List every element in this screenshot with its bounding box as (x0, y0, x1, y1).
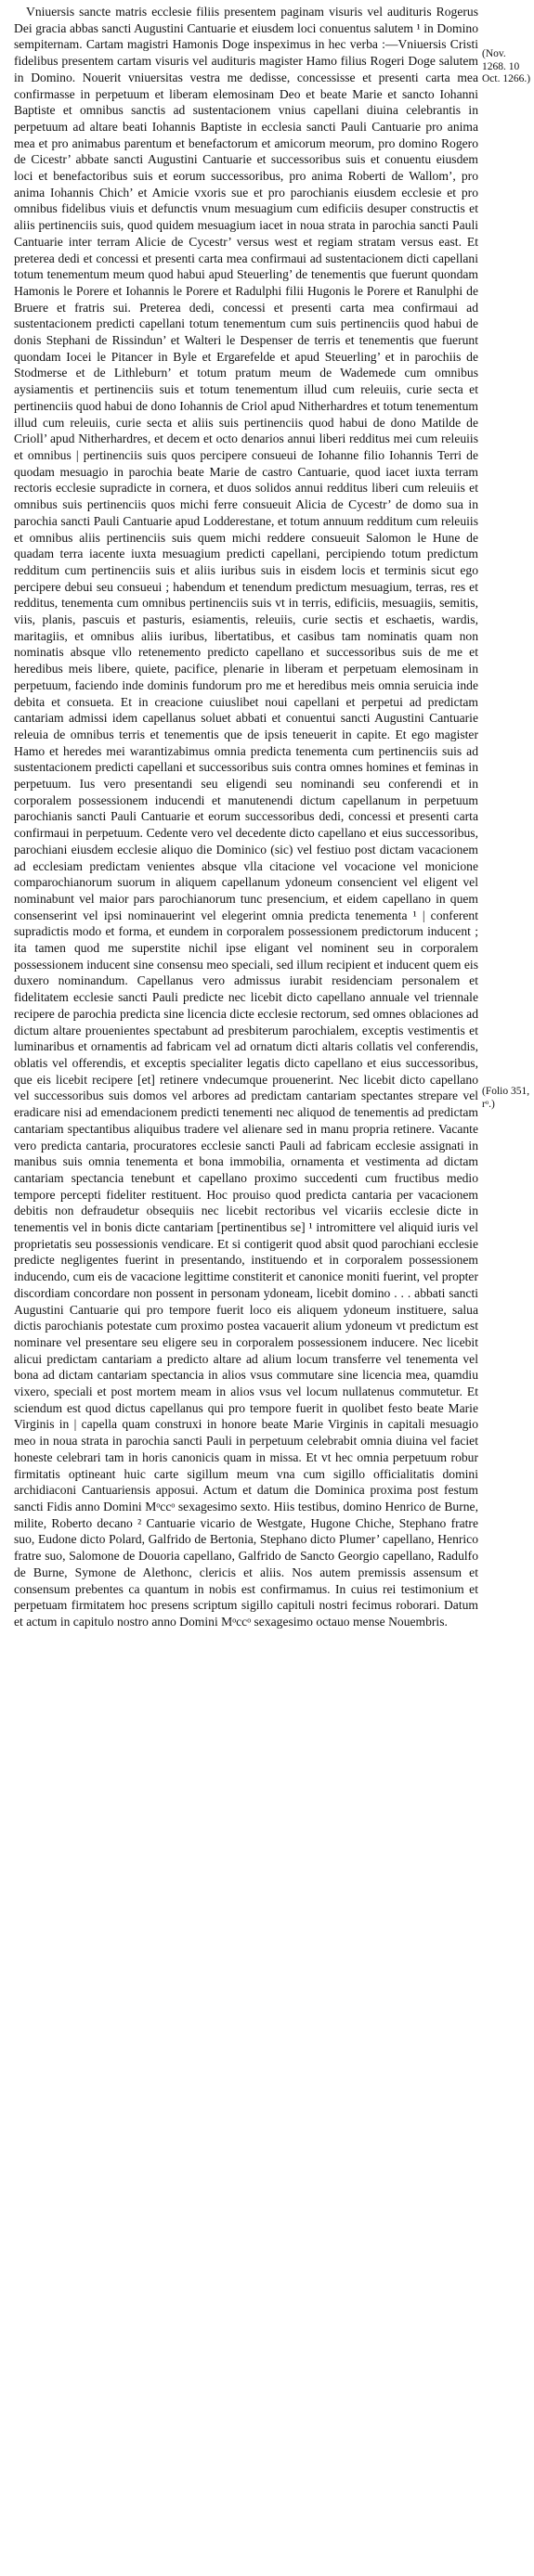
charter-paragraph: Vniuersis sancte matris ecclesie filiis presentem paginam visuris vel audituris Rogerus Dei gracia abbas sancti Augustini Cantuarie et eiusdem loci conuentus salutem ¹ in Domino sempiternam. Cartam magistri Hamonis Doge inspeximus in hec verba :—Vniuersis Cristi fidelibus presentem cartam visuris vel audituris magister Hamo filius Rogeri Doge salutem in Domino. Nouerit vniuersitas vestra me dedisse, concessisse et presenti carta mea confirmasse in perpetuum et liberam elemosinam Deo et beate Marie et sancto Iohanni Baptiste et omnibus sanctis ad sustentacionem vnius capellani diuina celebrantis in perpetuum ad altare beati Iohannis Baptiste in ecclesia sancti Pauli Cantuarie pro anima mea et pro animabus parentum et benefactorum et amicorum meorum, pro domino Rogero de Cicestr’ abbate sancti Augustini Cantuarie et successoribus suis et conuentu eiusdem loci et benefactoribus suis et eorum successoribus, pro anima Roberti de Wallom’, pro anima Iohannis Chich’ et Amicie vxoris sue et pro parochianis eiusdem ecclesie et pro omnibus fidelibus viuis et defunctis vnum mesuagium cum edificiis desuper constructis et aliis pertinenciis suis, quod quidem mesuagium iacet in noua strata in parochia sancti Pauli Cantuarie inter terram Alicie de Cycestr’ versus west et regiam stratam versus east. Et preterea dedi et concessi et presenti carta mea confirmaui ad sustentacionem dicti capellani totum tenementum meum quod habui apud Steuerling’ de tenementis que fuerunt quondam Hamonis le Porere et Iohannis le Porere et Radulphi filii Hugonis le Porere et Ranulphi de Bruere et fratris sui. Preterea dedi, concessi et presenti carta mea confirmaui ad sustentacionem predicti capellani totum tenementum cum suis pertinenciis quod habui de donis Stephani de Rissindun’ et Walteri le Despenser de terris et tenementis que fuerunt quondam Iocei le Pitancer in Byle et Ergarefelde et apud Steuerling’ et in parochiis de Stodmerse et de Lithleburn’ et totum pratum meum de Wademede cum omnibus aysiamentis et pertinenciis suis et totum tenementum illud cum releuiis, curie secta et pertinenciis quod habui de dono Iohannis de Criol apud Nitherhardres et totum tenementum illud cum releuiis, curie secta et aliis suis pertinenciis quod habui de dono Matilde de Crioll’ apud Nitherhardres, et decem et octo denarios annui liberi redditus mei cum releuiis et omnibus | pertinenciis suis quos percipere consueui de Iohanne filio Iohannis Terri de quodam mesuagio in parochia beate Marie de castro Cantuarie, quod iacet iuxta terram rectoris ecclesie supradicte in cornera, et duos solidos annui redditus liberi cum releuiis et omnibus suis pertinenciis quos michi ferre consueuit Alicia de Cycestr’ de domo sua in parochia sancti Pauli Cantuarie apud Lodderestane, et totum annuum redditum cum releuiis et omnibus aliis pertinenciis suis quem michi reddere consueuit Salomon le Hune de quadam terra iacente iuxta mesuagium predicti capellani, percipiendo totum predictum redditum cum pertinenciis suis et aliis iuribus suis in eisdem locis et terminis sicut ego percipere debui seu consueui ; habendum et tenendum predictum mesuagium, terras, res et redditus, tenementa cum omnibus pertinenciis suis vt in terris, edificiis, mesuagiis, semitis, viis, planis, pascuis et pasturis, esiamentis, releuiis, curie sectis et eschaetis, wardis, maritagiis, et omnibus aliis iuribus, libertatibus, et casibus tam nominatis quam non nominatis absque vllo retenemento predicto capellano et successoribus suis de me et heredibus meis libere, quiete, pacifice, plenarie in liberam et perpetuam elemosinam in perpetuum, faciendo inde dominis fundorum pro me et heredibus meis omnia seruicia inde debita et consueta. Et in creacione cuiuslibet noui capellani et perpetui ad predictam cantariam admissi idem capellanus soluet abbati et conuentui sancti Augustini Cantuarie releuia de omnibus terris et tenementis que de ipsis teneuerit in capite. Et ego magister Hamo et heredes mei warantizabimus omnia predicta tenementa cum pertinenciis suis ad sustentacionem predicti capellani et successoribus suis contra omnes homines et feminas in perpetuum. Ius vero presentandi seu eligendi seu nominandi seu conferendi et in corporalem possessionem inducendi et manutenendi dictum capellanum in perpetuum parochianis sancti Pauli Cantuarie et eorum successoribus dedi, concessi et presenti carta confirmaui in perpetuum. Cedente vero vel decedente dicto capellano et eius successoribus, parochiani eiusdem ecclesie aliquo die Dominico (sic) vel festiuo post dictam vacacionem ad ecclesiam predictam venientes absque vlla citacione vel vocacione vel monicione comparochianorum suorum in aliquem capellanum ydoneum consencient vel eligent vel nominabunt vel maior pars parochianorum tunc presencium, et eidem capellano in quem consenserint vel ipsi nominauerint vel elegerint omnia predicta tenementa ¹ | conferent supradictis modo et forma, et eundem in corporalem possessionem predictorum inducent ; ita tamen quod me superstite nichil ipse eligant vel nominent seu in corporalem possessionem inducent sine consensu meo speciali, sed illum recipient et inducent quem eis duxero nominandum. Capellanus vero admissus iurabit residenciam personalem et fidelitatem ecclesie sancti Pauli predicte nec licebit dicto capellano annuale vel triennale recipere de parochia predicta sine licencia dicte ecclesie rectorum, sed omnes oblaciones ad dictum altare prouenientes spectabunt ad presbiterum parochialem, exceptis vestimentis et luminaribus et ornamentis ad fabricam vel ad ornatum dicti altaris collatis vel conferendis, oblatis vel offerendis, et exceptis specialiter legatis dicto capellano et eius successoribus, que eis licebit recipere [et] retinere vndecumque prouenerint. Nec licebit dicto capellano vel successoribus suis domos vel arbores ad predictam cantariam spectantes strepare vel eradicare nisi ad emendacionem predicti tenementi nec aliquod de tenementis ad predictam cantariam spectantibus aliquibus tradere vel alienare sed in manu propria retinere. Vacante vero predicta cantaria, procuratores ecclesie sancti Pauli ad fabricam ecclesie assignati in manibus suis omnia tenementa et bona immobilia, ornamenta et vestimenta ad dictam cantariam spectancia tenebunt et capellano proximo succedenti cum fructibus medio tempore percepti fideliter restituent. Hoc prouiso quod predicta cantaria per vacacionem debitis non defraudetur obsequiis nec licebit rectoribus vel vicariis ecclesie dicte in tenementis vel in bonis dicte cantariam [pertinentibus se] ¹ intromittere vel aliquid iuris vel proprietatis seu possessionis vendicare. Et si contigerit quod absit quod parochiani ecclesie predicte negligentes fuerint in presentando, instituendo et in corporalem possessionem inducendo, cum eis de vacacione legittime constiterit et canonice moniti fuerint, vel propter discordiam concordare non possent in personam ydoneam, licebit domino . . . abbati sancti Augustini Cantuarie qui pro tempore fuerit loco eis aliquem ydoneum instituere, salua dictis parochianis potestate cum proximo postea vacauerit alium ydoneum vt predictum est nominare vel presentare seu eligere seu in corporalem possessionem inducere. Nec licebit alicui predictam cantariam a predicto altare ad alium locum transferre vel tenementa vel bona ad dictam cantariam spectancia in alios vsus commutare sine licencia mea, quamdiu vixero, speciali et post mortem meam in alios vsus vel locum nullatenus commutetur. Et sciendum est quod dictus capellanus qui pro tempore fuerit in quolibet festo beate Marie Virginis in | capella quam construxi in honore beate Marie Virginis in capitali mesuagio meo in noua strata in parochia sancti Pauli in perpetuum celebrabit omnia diuina vel faciet honeste celebrari tam in horis canonicis quam in missa. Et vt hec omnia perpetuum robur firmitatis optineant huic carte sigillum meum vna cum sigillo officialitatis domini archidiaconi Cantuariensis apposui. Actum et datum die Dominica proxima post festum sancti Fidis anno Domini Mᵒccᵒ sexagesimo sexto. Hiis testibus, domino Henrico de Burne, milite, Roberto decano ² Cantuarie vicario de Westgate, Hugone Chiche, Stephano fratre suo, Eudone dicto Polard, Galfrido de Bertonia, Stephano dicto Plumer’ capellano, Henrico fratre suo, Salomone de Douoria capellano, Galfrido de Sancto Georgio capellano, Radulfo de Burne, Symone de Alethonc, clericis et aliis. Nos autem premissis assensum et consensum prebentes ca quantum in nobis est confirmamus. In cuius rei testimonium et perpetuam firmitatem hoc presens scriptum sigillo capituli nostri fecimus roborari. Datum et actum in capitulo nostro anno Domini Mᵒccᵒ sexagesimo octauo mense Nouembris. (14, 5, 478, 1629)
margin-note-folio: (Folio 351, rᵒ.) (482, 1086, 530, 1110)
charter-text (14, 4, 478, 1630)
margin-note-date: (Nov. 1268. 10 Oct. 1266.) (482, 48, 531, 84)
